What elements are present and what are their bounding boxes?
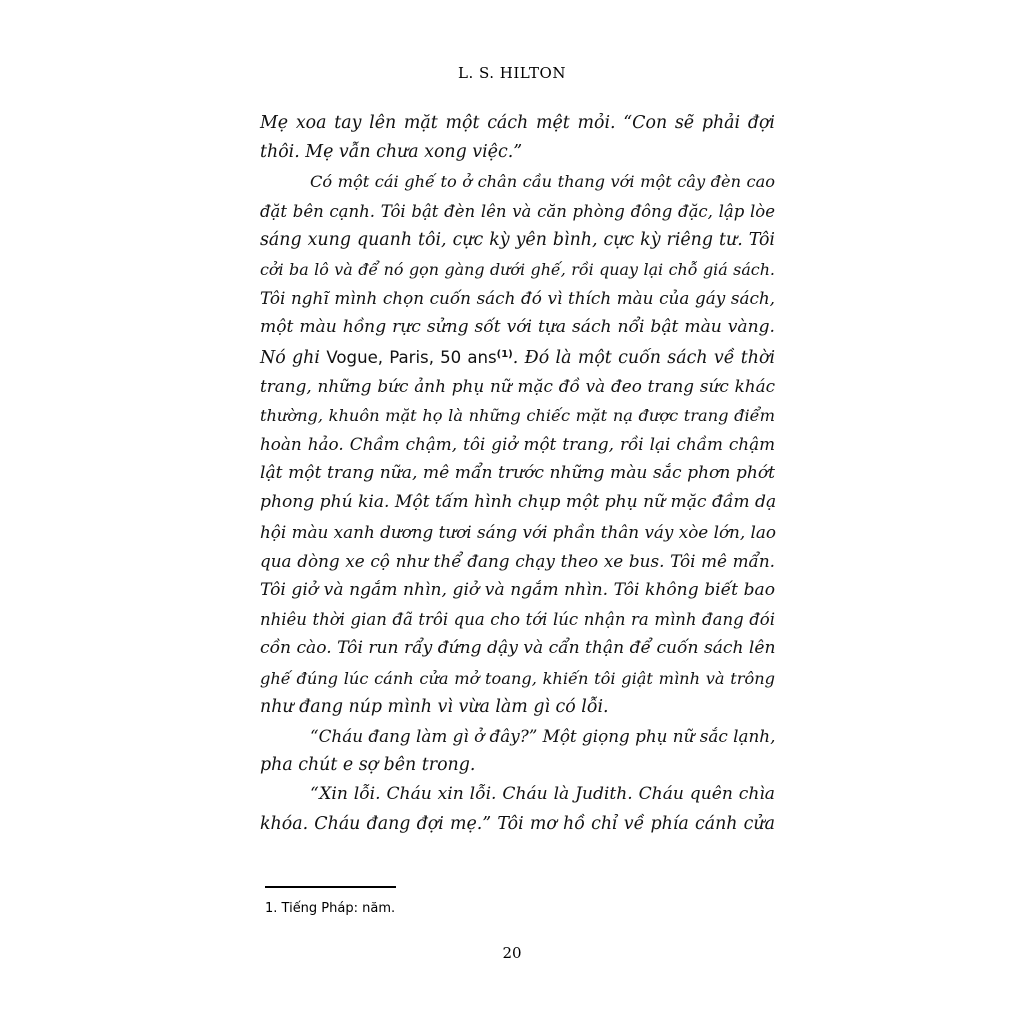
body-line-with-footnote — [260, 343, 775, 372]
body-line: một màu hồng rực sửng sốt với tựa sách nổi bật màu vàng. — [260, 317, 775, 338]
body-line: khóa. Cháu đang đợi mẹ.” Tôi mơ hồ chỉ về phía cánh cửa — [260, 813, 775, 834]
body-line: hoàn hảo. Chầm chậm, tôi giở một trang, rồi lại chầm chậm — [260, 434, 775, 455]
running-head: L. S. HILTON — [458, 64, 566, 82]
body-line: Tôi giở và ngắm nhìn, giở và ngắm nhìn. Tôi không biết bao — [260, 580, 775, 600]
book-title: Vogue, Paris, 50 ans — [326, 347, 497, 367]
body-line: cởi ba lô và để nó gọn gàng dưới ghế, rồi quay lại chỗ giá sách. — [260, 259, 775, 279]
body-text — [260, 109, 775, 839]
footnote: 1. Tiếng Pháp: năm. — [265, 901, 396, 916]
body-line: pha chút e sợ bên trong. — [260, 755, 476, 776]
body-line: Có một cái ghế to ở chân cầu thang với một cây đèn cao — [310, 172, 775, 192]
body-line: phong phú kia. Một tấm hình chụp một phụ nữ mặc đầm dạ — [260, 492, 777, 513]
body-line-before: Nó ghi — [260, 347, 327, 368]
body-line: qua dòng xe cộ như thể đang chạy theo xe bus. Tôi mê mẩn. — [260, 550, 775, 571]
page-number: 20 — [502, 944, 522, 962]
body-line: nhiêu thời gian đã trôi qua cho tới lúc nhận ra mình đang đói — [260, 610, 775, 630]
body-line: hội màu xanh dương tươi sáng với phần thân váy xòe lớn, lao — [260, 521, 776, 542]
body-line: “Cháu đang làm gì ở đây?” Một giọng phụ nữ sắc lạnh, — [310, 725, 776, 746]
footnote-divider — [265, 886, 396, 888]
footnote-reference: (1) — [496, 348, 513, 360]
body-line: trang, những bức ảnh phụ nữ mặc đồ và đeo trang sức khác — [260, 375, 775, 396]
body-line: như đang núp mình vì vừa làm gì có lỗi. — [260, 696, 609, 717]
body-line: cồn cào. Tôi run rẩy đứng dậy và cẩn thận để cuốn sách lên — [260, 638, 776, 659]
body-line: ghế đúng lúc cánh cửa mở toang, khiến tôi giật mình và trông — [260, 668, 775, 688]
body-line: thôi. Mẹ vẫn chưa xong việc.” — [260, 142, 523, 163]
body-line: đặt bên cạnh. Tôi bật đèn lên và căn phòng đông đặc, lập lòe — [260, 201, 775, 221]
body-line: Mẹ xoa tay lên mặt một cách mệt mỏi. “Con sẽ phải đợi — [260, 113, 775, 133]
body-line-after: . Đó là một cuốn sách về thời — [512, 347, 776, 368]
body-line: thường, khuôn mặt họ là những chiếc mặt nạ được trang điểm — [260, 405, 775, 425]
body-line: lật một trang nữa, mê mẩn trước những màu sắc phơn phớt — [260, 463, 775, 484]
body-line: “Xin lỗi. Cháu xin lỗi. Cháu là Judith. Cháu quên chìa — [310, 784, 775, 805]
body-line: sáng xung quanh tôi, cực kỳ yên bình, cực kỳ riêng tư. Tôi — [260, 229, 775, 250]
body-line: Tôi nghĩ mình chọn cuốn sách đó vì thích màu của gáy sách, — [260, 288, 775, 309]
